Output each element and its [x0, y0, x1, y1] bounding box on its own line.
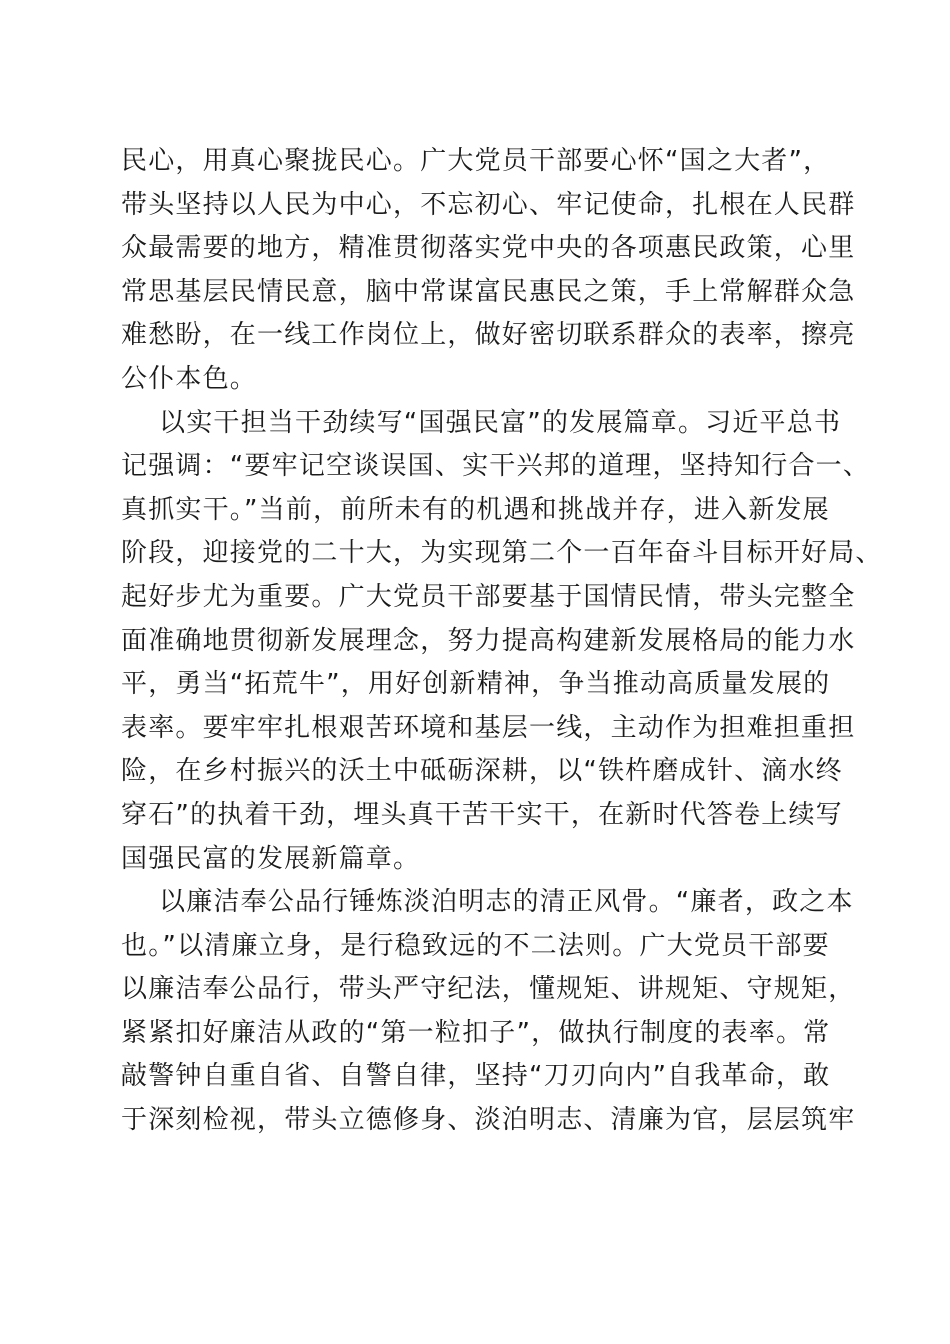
paragraph-3 — [121, 881, 856, 1143]
text-line: 以廉洁奉公品行，带头严守纪法，懂规矩、讲规矩、守规矩， — [121, 974, 856, 1005]
text-line: 带头坚持以人民为中心，不忘初心、牢记使命，扎根在人民群 — [121, 189, 856, 220]
text-line: 于深刻检视，带头立德修身、淡泊明志、清廉为官，层层筑牢 — [121, 1105, 856, 1136]
paragraph-2 — [121, 402, 883, 882]
text-line: 险，在乡村振兴的沃土中砥砺深耕，以“铁杵磨成针、滴水终 — [121, 756, 843, 787]
text-line: 民心，用真心聚拢民心。广大党员干部要心怀“国之大者”， — [121, 146, 831, 176]
text-line: 也。”以清廉立身，是行稳致远的不二法则。广大党员干部要 — [121, 930, 830, 961]
text-line: 常思基层民情民意，脑中常谋富民惠民之策，手上常解群众急 — [121, 276, 856, 307]
text-line: 国强民富的发展新篇章。 — [121, 843, 421, 874]
text-line: 难愁盼，在一线工作岗位上，做好密切联系群众的表率，擦亮 — [121, 320, 856, 351]
text-line: 敲警钟自重自省、自警自律，坚持“刀刃向内”自我革命，敢 — [121, 1061, 831, 1092]
paragraph-1 — [121, 140, 856, 402]
text-line: 真抓实干。”当前，前所未有的机遇和挑战并存，进入新发展 — [121, 494, 830, 525]
text-line: 紧紧扣好廉洁从政的“第一粒扣子”，做执行制度的表率。常 — [121, 1017, 831, 1048]
text-line: 以廉洁奉公品行锤炼淡泊明志的清正风骨。“廉者，政之本 — [159, 887, 854, 918]
text-line: 平，勇当“拓荒牛”，用好创新精神，争当推动高质量发展的 — [121, 669, 831, 700]
text-line: 阶段，迎接党的二十大，为实现第二个一百年奋斗目标开好局、 — [121, 538, 883, 569]
text-line: 起好步尤为重要。广大党员干部要基于国情民情，带头完整全 — [121, 581, 856, 612]
text-line: 以实干担当干劲续写“国强民富”的发展篇章。习近平总书 — [159, 407, 842, 438]
text-line: 公仆本色。 — [121, 363, 258, 394]
text-line: 穿石”的执着干劲，埋头真干苦干实干，在新时代答卷上续写 — [121, 799, 843, 830]
text-line: 表率。要牢牢扎根艰苦环境和基层一线，主动作为担难担重担 — [121, 712, 856, 743]
text-line: 面准确地贯彻新发展理念，努力提高构建新发展格局的能力水 — [121, 625, 856, 656]
body-text — [121, 140, 883, 1143]
text-line: 众最需要的地方，精准贯彻落实党中央的各项惠民政策，心里 — [121, 233, 856, 264]
text-line: 记强调：“要牢记空谈误国、实干兴邦的道理，坚持知行合一、 — [121, 451, 871, 482]
